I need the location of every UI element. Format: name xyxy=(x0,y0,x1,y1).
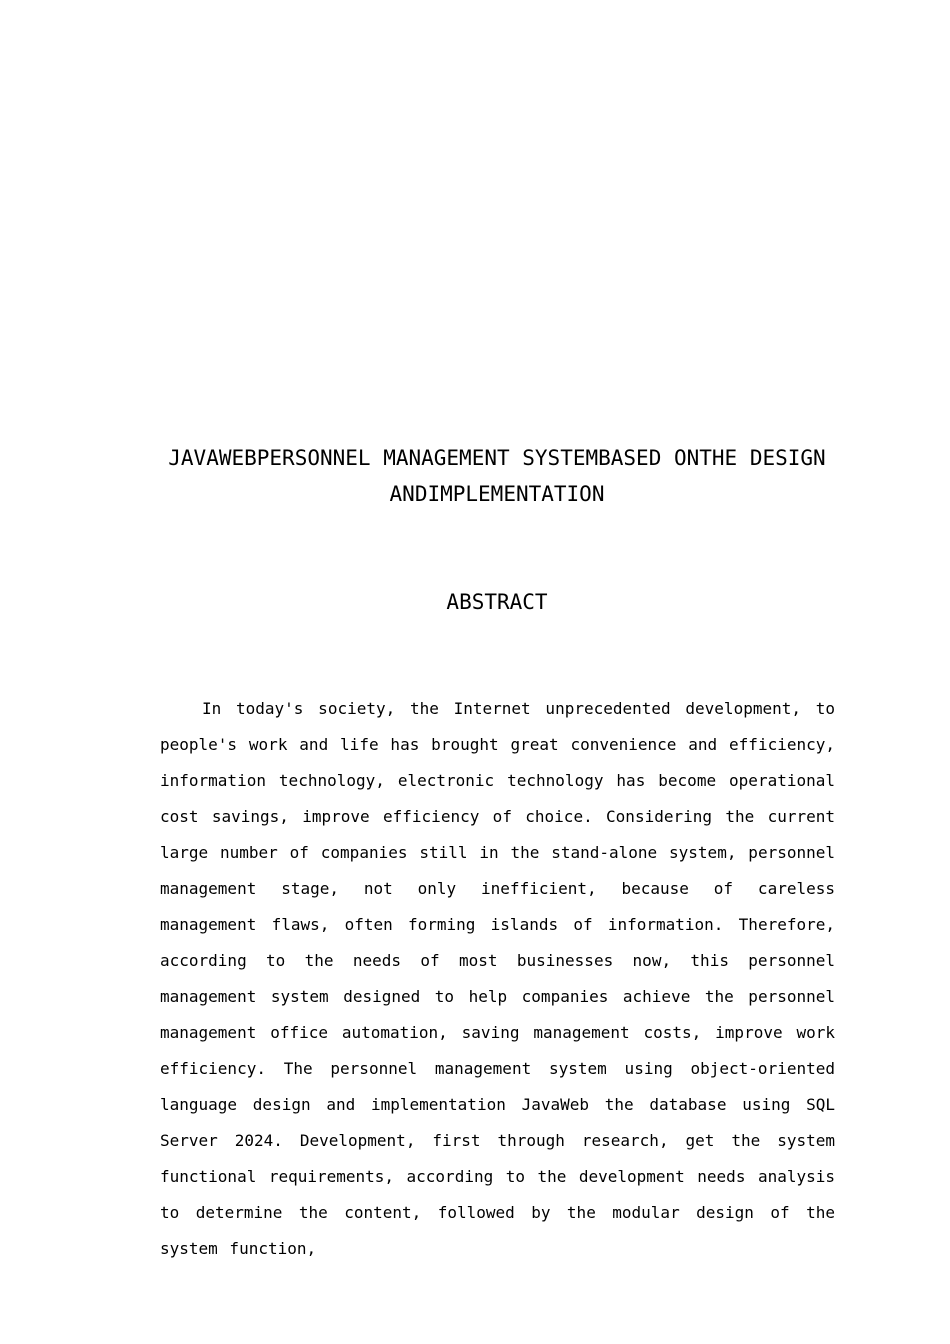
paper-title: JAVAWEBPERSONNEL MANAGEMENT SYSTEMBASED ONTHE DESIGN ANDIMPLEMENTATION xyxy=(168,446,826,506)
abstract-heading: ABSTRACT xyxy=(446,590,548,614)
abstract-paragraph: In today's society, the Internet unprecedented development, to people's work and life has brought great convenience and efficiency, information technology, electronic technology has become operational cost savings, improve efficiency of choice. Considering the current large number of companies still in the stand-alone system, personnel management stage, not only inefficient, because of careless management flaws, often forming islands of information. Therefore, according to the needs of most businesses now, this personnel management system designed to help companies achieve the personnel management office automation, saving management costs, improve work efficiency. The personnel management system using object-oriented language design and implementation JavaWeb the database using SQL Server 2024. Development, first through research, get the system functional requirements, according to the development needs analysis to determine the content, followed by the modular design of the system function, xyxy=(160,699,835,1258)
